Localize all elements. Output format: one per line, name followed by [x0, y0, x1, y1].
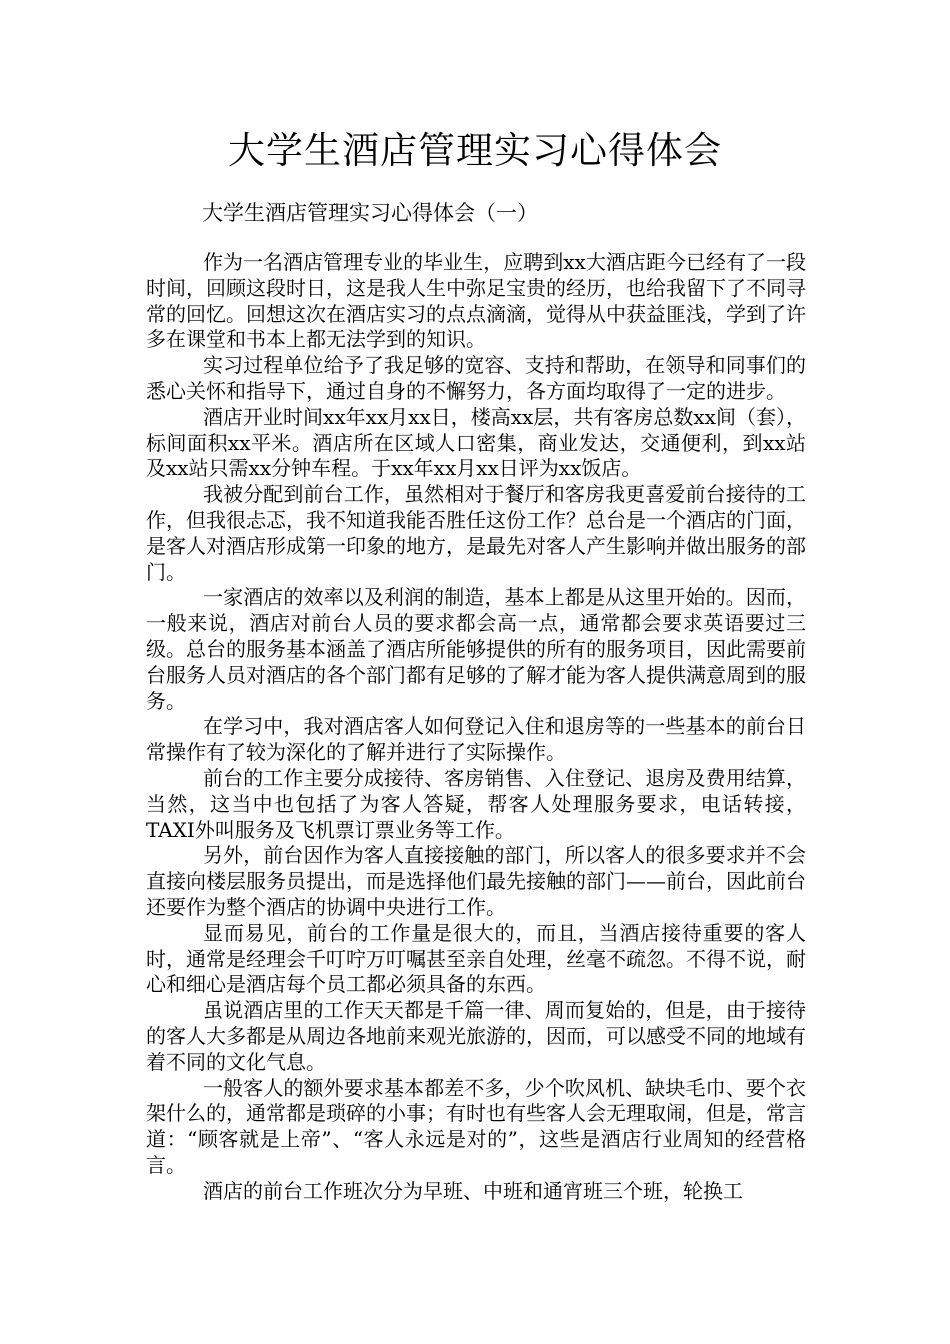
document-subtitle: 大学生酒店管理实习心得体会（一） [202, 201, 538, 225]
paragraph: 虽说酒店里的工作天天都是千篇一律、周而复始的，但是，由于接待的客人大多都是从周边各地前来观光旅游的，因而，可以感受不同的地域有着不同的文化气息。 [146, 998, 806, 1074]
paragraph: 实习过程单位给予了我足够的宽容、支持和帮助，在领导和同事们的悉心关怀和指导下，通过自身的不懈努力，各方面均取得了一定的进步。 [146, 353, 806, 403]
paragraph: 显而易见，前台的工作量是很大的，而且，当酒店接待重要的客人时，通常是经理会千叮咛万叮嘱甚至亲自处理，丝毫不疏忽。不得不说，耐心和细心是酒店每个员工都必须具备的东西。 [146, 920, 806, 997]
paragraph: 在学习中，我对酒店客人如何登记入住和退房等的一些基本的前台日常操作有了较为深化的了解并进行了实际操作。 [146, 714, 806, 765]
paragraph: 一般客人的额外要求基本都差不多，少个吹风机、缺块毛巾、要个衣架什么的，通常都是琐碎的小事；有时也有些客人会无理取闹，但是，常言道：“顾客就是上帝”、“客人永远是对的”，这些是酒店行业周知的经营格言。 [146, 1075, 806, 1177]
document-title: 大学生酒店管理实习心得体会 [228, 129, 722, 172]
paragraph: 酒店的前台工作班次分为早班、中班和通宵班三个班，轮换工 [203, 1178, 743, 1203]
document-body [146, 250, 806, 1204]
paragraph: 另外，前台因作为客人直接接触的部门，所以客人的很多要求并不会直接向楼层服务员提出，而是选择他们最先接触的部门——前台，因此前台还要作为整个酒店的协调中央进行工作。 [146, 843, 806, 919]
paragraph: 一家酒店的效率以及利润的制造，基本上都是从这里开始的。因而，一般来说，酒店对前台人员的要求都会高一点，通常都会要求英语要过三级。总台的服务基本涵盖了酒店所能够提供的所有的服务项目，因此需要前台服务人员对酒店的各个部门都有足够的了解才能为客人提供满意周到的服务。 [146, 585, 806, 713]
paragraph: 前台的工作主要分成接待、客房销售、入住登记、退房及费用结算，当然，这当中也包括了为客人答疑，帮客人处理服务要求，电话转接，TAXI外叫服务及飞机票订票业务等工作。 [146, 765, 806, 842]
paragraph: 作为一名酒店管理专业的毕业生，应聘到xx大酒店距今已经有了一段时间，回顾这段时日，这是我人生中弥足宝贵的经历，也给我留下了不同寻常的回忆。回想这次在酒店实习的点点滴滴，觉得从中获益匪浅，学到了许多在课堂和书本上都无法学到的知识。 [146, 250, 806, 352]
paragraph: 我被分配到前台工作，虽然相对于餐厅和客房我更喜爱前台接待的工作，但我很忐忑，我不知道我能否胜任这份工作？总台是一个酒店的门面，是客人对酒店形成第一印象的地方，是最先对客人产生影响并做出服务的部门。 [146, 482, 806, 584]
paragraph: 酒店开业时间xx年xx月xx日，楼高xx层，共有客房总数xx间（套），标间面积xx平米。酒店所在区域人口密集，商业发达，交通便利，到xx站及xx站只需xx分钟车程。于xx年xx月xx日评为xx饭店。 [146, 404, 806, 481]
